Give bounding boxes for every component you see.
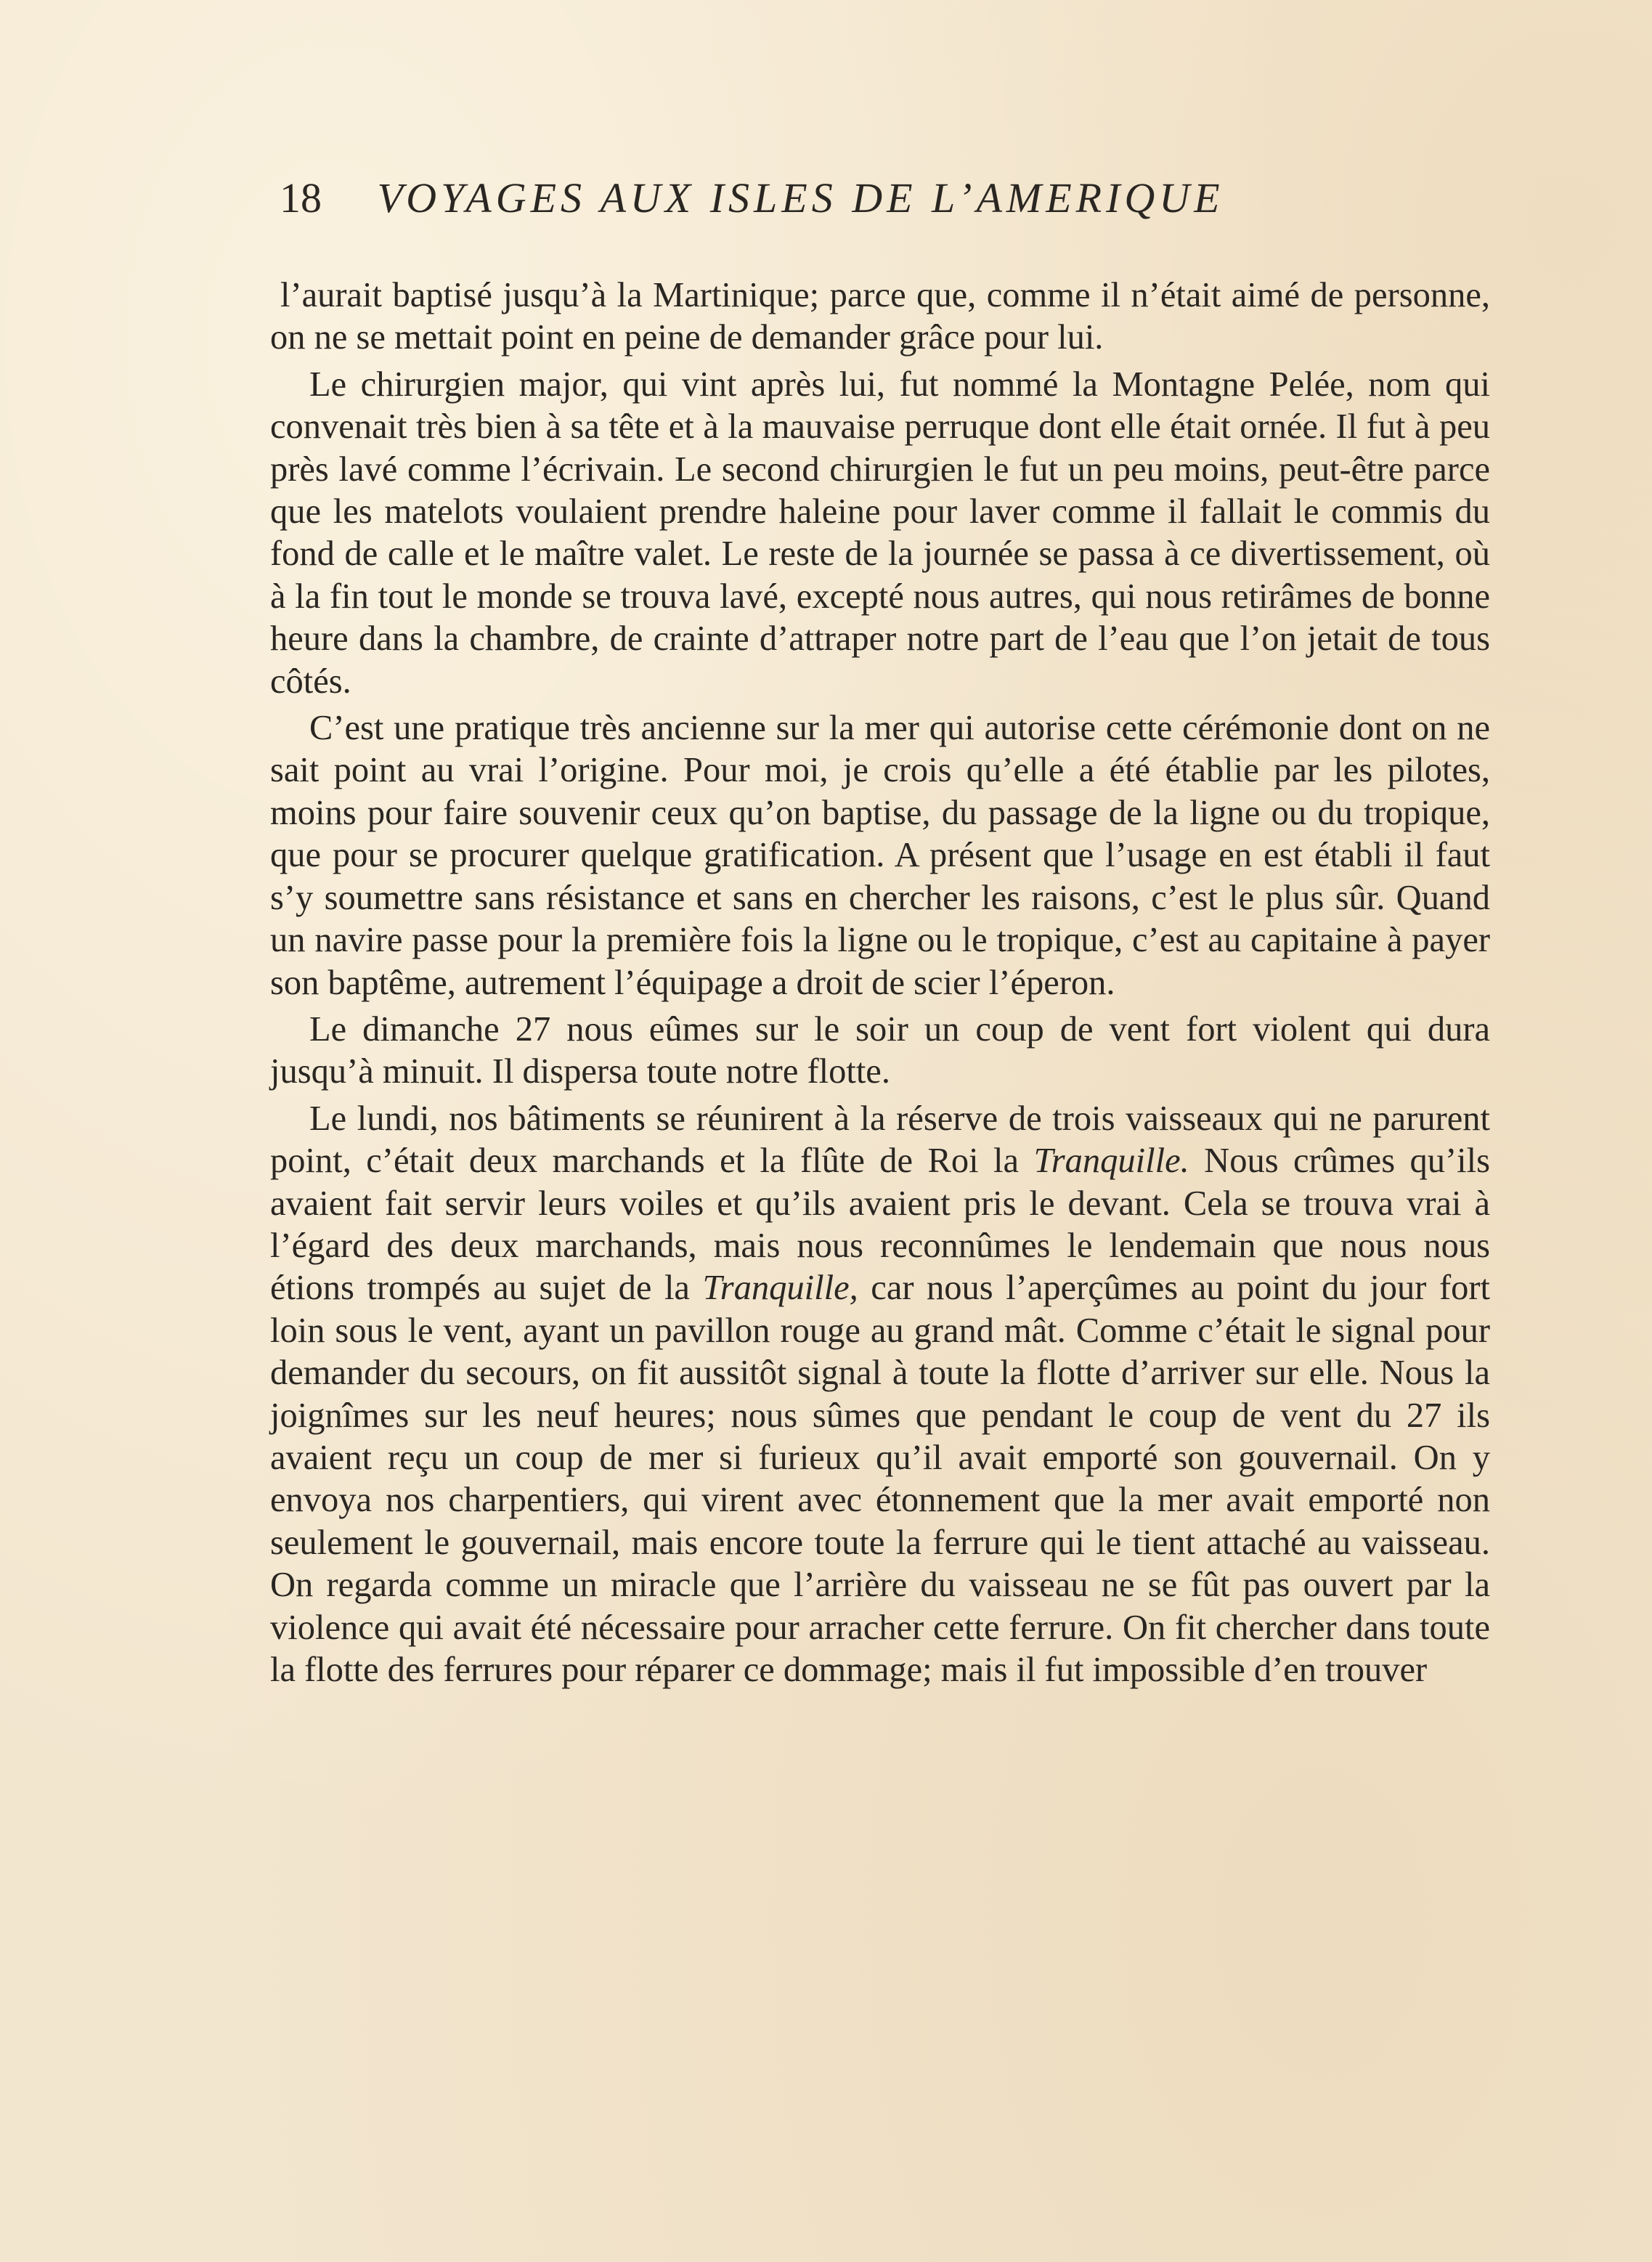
paragraph-1: l’aurait baptisé jusqu’à la Martinique; parce que, comme il n’était aimé de personne, on ne se mettait point en peine de demander grâce pour lui. [270, 276, 1490, 357]
ship-name-italic: Tranquille, [702, 1269, 858, 1308]
paragraph-2: Le chirurgien major, qui vint après lui, fut nommé la Montagne Pelée, nom qui convenait très bien à sa tête et à la mauvaise perruque dont elle était ornée. Il fut à peu près lavé comme l’écrivain. Le second chirurgien le fut un peu moins, peut-être parce que les matelots voulaient prendre haleine pour laver comme il fallait le commis du fond de calle et le maître valet. Le reste de la journée se passa à ce divertissement, où à la fin tout le monde se trouva lavé, excepté nous autres, qui nous retirâmes de bonne heure dans la chambre, de crainte d’attraper notre part de l’eau que l’on jetait de tous côtés. [270, 365, 1490, 701]
paragraph-5 [270, 1098, 1490, 1692]
running-header [280, 169, 1485, 227]
paragraph-4: Le dimanche 27 nous eûmes sur le soir un coup de vent fort violent qui dura jusqu’à minuit. Il dispersa toute notre flotte. [270, 1009, 1490, 1091]
running-title: VOYAGES AUX ISLES DE L’AMERIQUE [377, 174, 1224, 221]
page-number: 18 [280, 174, 322, 221]
body-text [270, 274, 1490, 1691]
ship-name-italic: Tranquille. [1033, 1142, 1189, 1181]
paragraph-5-part-a: Le lundi, nos bâtiments se réunirent à la réserve de trois vaisseaux qui ne parurent point, c’était deux marchands et la flûte de Roi la [270, 1099, 1490, 1181]
paragraph-5-part-c: car nous l’aperçûmes au point du jour fort loin sous le vent, ayant un pavillon rouge au grand mât. Comme c’était le signal pour demander du secours, on fit aussitôt signal à toute la flotte d’arriver sur elle. Nous la joignîmes sur les neuf heures; nous sûmes que pendant le coup de vent du 27 ils avaient reçu un coup de mer si furieux qu’il avait emporté son gouvernail. On y envoya nos charpentiers, qui virent avec étonnement que la mer avait emporté non seulement le gouvernail, mais encore toute la ferrure qui le tient attaché au vaisseau. On regarda comme un miracle que l’arrière du vaisseau ne se fût pas ouvert par la violence qui avait été nécessaire pour arracher cette ferrure. On fit chercher dans toute la flotte des ferrures pour réparer ce dommage; mais il fut impossible d’en trouver [270, 1269, 1490, 1689]
paragraph-3: C’est une pratique très ancienne sur la mer qui autorise cette cérémonie dont on ne sait point au vrai l’origine. Pour moi, je crois qu’elle a été établie par les pilotes, moins pour faire souvenir ceux qu’on baptise, du passage de la ligne ou du tropique, que pour se procurer quelque gratification. A présent que l’usage en est établi il faut s’y soumettre sans résistance et sans en chercher les raisons, c’est le plus sûr. Quand un navire passe pour la première fois la ligne ou le tropique, c’est au capitaine à payer son baptême, autrement l’équipage a droit de scier l’éperon. [270, 709, 1490, 1002]
paragraph-5-part-b: Nous crûmes qu’ils avaient fait servir leurs voiles et qu’ils avaient pris le devant. Cela se trouva vrai à l’égard des deux marchands, mais nous reconnûmes le lendemain que nous nous étions trompés au sujet de la [270, 1142, 1490, 1308]
